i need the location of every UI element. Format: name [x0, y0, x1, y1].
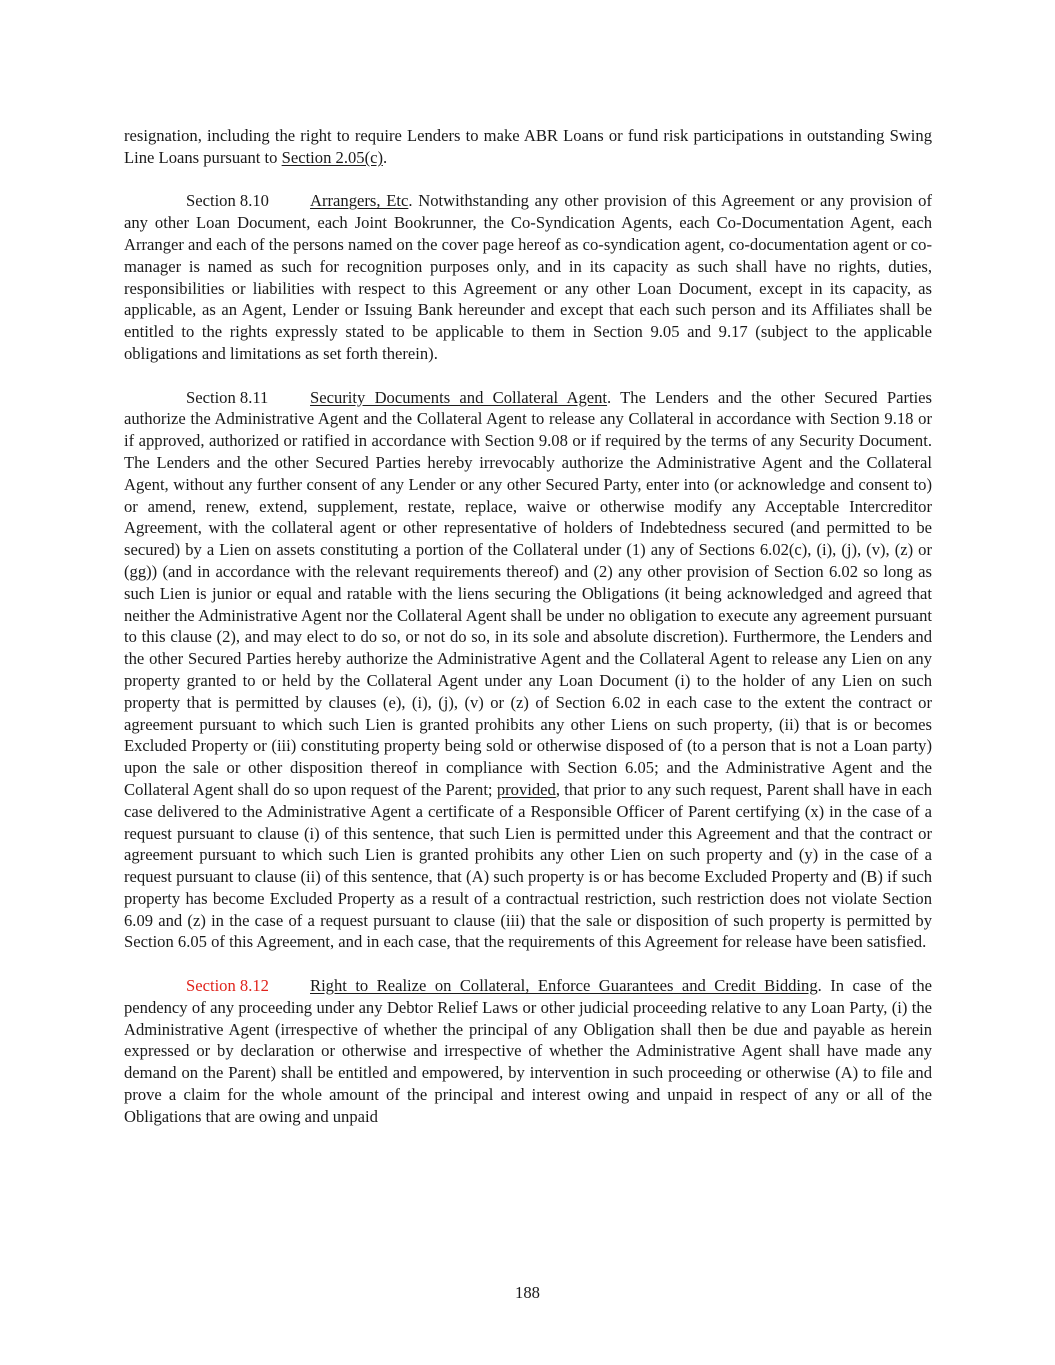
page-number: 188 — [515, 1283, 540, 1302]
section-title: Right to Realize on Collateral, Enforce Guarantees and Credit Bidding — [310, 976, 818, 996]
section-body-continued: , that prior to any such request, Parent shall have in each case delivered to the Administrative Agent a certificate of a Responsible Officer of Parent certifying (x) in the case of a request pursuant to clause (i) of this sentence, that such Lien is permitted under this Agreement and that the contract or agreement pursuant to which such Lien is granted prohibits any other Lien on such property and (y) in the case of a request pursuant to clause (ii) of this sentence, that (A) such property is or has become Excluded Property and (B) if such property has become Excluded Property as a result of a contractual restriction, such restriction does not violate Section 6.09 and (z) in the case of a request pursuant to clause (iii) that the sale or disposition of such property is permitted by Section 6.05 of this Agreement, and in each case, that the requirements of this Agreement for release have been satisfied. — [124, 779, 932, 952]
document-page — [124, 125, 932, 1149]
provided-term: provided — [496, 779, 556, 799]
section-body: . In case of the pendency of any proceeding under any Debtor Relief Laws or other judicial proceeding relative to any Loan Party, (i) the Administrative Agent (irrespective of whether the principal of any Obligation shall then be due and payable as herein expressed or by declaration or otherwise and irrespective of whether the Administrative Agent shall have made any demand on the Parent) shall be entitled and empowered, by intervention in such proceeding or otherwise (A) to file and prove a claim for the whole amount of the principal and interest owing and unpaid in respect of any or all of the Obligations that are owing and unpaid — [124, 976, 932, 1126]
section-2-05c-reference: Section 2.05(c) — [281, 147, 383, 167]
continuation-text: resignation, including the right to require Lenders to make ABR Loans or fund risk participations in outstanding Swing Line Loans pursuant to — [124, 126, 932, 167]
section-body: . The Lenders and the other Secured Parties authorize the Administrative Agent and the Collateral Agent to release any Collateral in accordance with Section 9.18 or if approved, authorized or ratified in accordance with Section 9.08 or if required by the terms of any Security Document. The Lenders and the other Secured Parties hereby irrevocably authorize the Administrative Agent and the Collateral Agent, without any further consent of any Lender or any other Secured Party, enter into (or acknowledge and consent to) or amend, renew, extend, supplement, restate, replace, waive or otherwise modify any Acceptable Intercreditor Agreement, with the collateral agent or other representative of holders of Indebtedness secured (and permitted to be secured) by a Lien on assets constituting a portion of the Collateral under (1) any of Sections 6.02(c), (i), (j), (v), (z) or (gg)) (and in accordance with the relevant requirements thereof) and (2) any other provision of Section 6.02 so long as such Lien is junior or equal and ratable with the liens securing the Obligations (it being acknowledged and agreed that neither the Administrative Agent nor the Collateral Agent shall be under no obligation to execute any agreement pursuant to this clause (2), and may elect to do so, or not do so, in its sole and absolute discretion). Furthermore, the Lenders and the other Secured Parties hereby authorize the Administrative Agent and the Collateral Agent to release any Lien on any property granted to or held by the Collateral Agent under any Loan Document (i) to the holder of any Lien on such property that is permitted by clauses (e), (i), (j), (v) or (z) of Section 6.02 in each case to the extent the contract or agreement pursuant to which such Lien is granted prohibits any other Liens on such property, (ii) that is or becomes Excluded Property or (iii) constituting property being sold or otherwise disposed of (to a person that is not a Loan party) upon the sale or other disposition thereof in compliance with Section 6.05; and the Administrative Agent and the Collateral Agent shall do so upon request of the Parent; — [124, 387, 933, 799]
continuation-paragraph: resignation, including the right to require Lenders to make ABR Loans or fund risk participations in outstanding Swing Line Loans pursuant to Section 2.05(c). — [124, 126, 932, 167]
section-8-10-paragraph — [124, 190, 932, 364]
section-8-12-paragraph — [124, 975, 932, 1128]
section-8-11-paragraph — [124, 387, 932, 954]
section-number-highlighted: Section 8.12 — [186, 976, 269, 996]
section-title: Arrangers, Etc — [310, 191, 409, 211]
section-number: Section 8.10 — [186, 191, 269, 211]
section-body: . Notwithstanding any other provision of this Agreement or any provision of any other Loan Document, each Joint Bookrunner, the Co-Syndication Agents, each Co-Documentation Agent, each Arranger and each of the persons named on the cover page hereof as co-syndication agent, co-documentation agent or co-manager is named as such for recognition purposes only, and in its capacity as such shall have no rights, duties, responsibilities or liabilities with respect to this Agreement or any other Loan Document, except in its capacity, as applicable, as an Agent, Lender or Issuing Bank hereunder and except that each such person and its Affiliates shall be entitled to the rights expressly stated to be applicable to them in Section 9.05 and 9.17 (subject to the applicable obligations and limitations as set forth therein). — [124, 191, 932, 363]
section-title: Security Documents and Collateral Agent — [310, 387, 608, 407]
section-number: Section 8.11 — [186, 387, 269, 407]
